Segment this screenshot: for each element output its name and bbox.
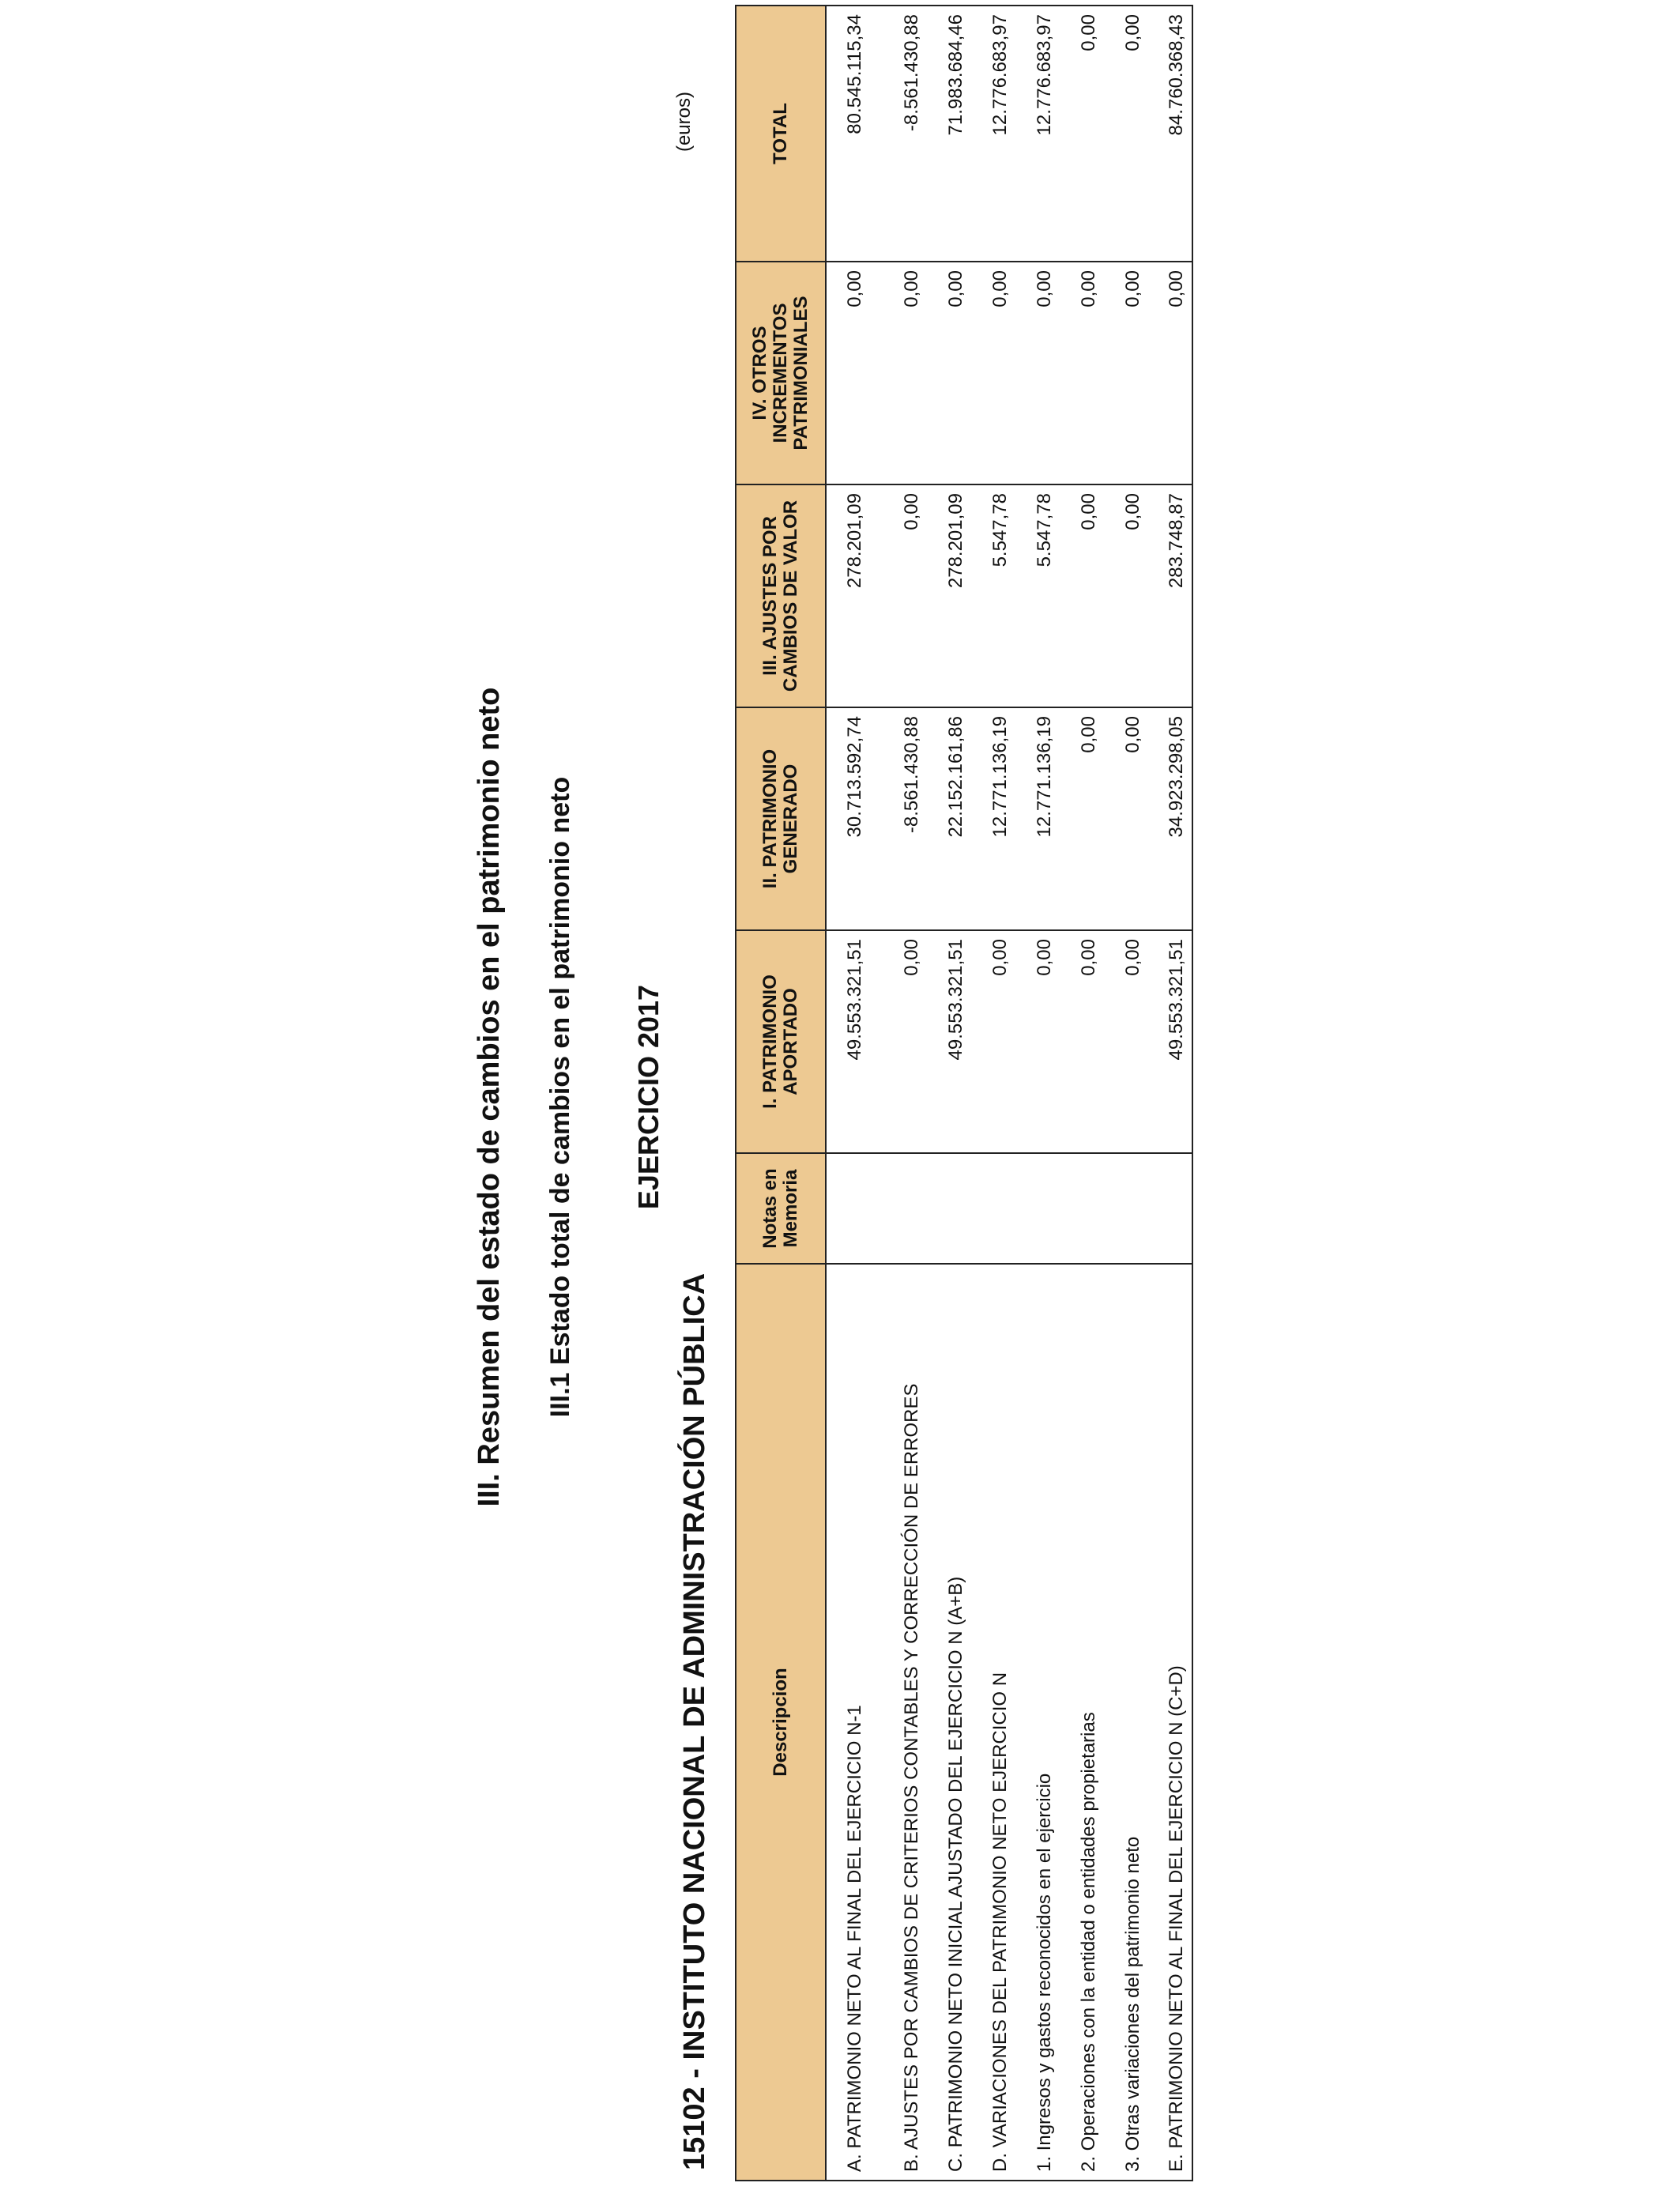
row-otros: 0,00	[1104, 262, 1148, 484]
row-aportado: 0,00	[1015, 930, 1060, 1153]
row-generado: 12.771.136,19	[1015, 707, 1060, 930]
row-aportado: 0,00	[1104, 930, 1148, 1153]
table-row	[1148, 6, 1192, 2181]
row-total: 12.776.683,97	[971, 6, 1015, 262]
row-generado: 22.152.161,86	[927, 707, 971, 930]
row-notes	[826, 1153, 870, 1264]
row-aportado: 49.553.321,51	[1148, 930, 1192, 1153]
row-generado: 12.771.136,19	[971, 707, 1015, 930]
page-title: III. Resumen del estado de cambios en el patrimonio neto	[473, 687, 506, 1507]
row-ajustes: 0,00	[1060, 484, 1104, 707]
row-total: -8.561.430,88	[870, 6, 927, 262]
header-aportado: I. PATRIMONIO APORTADO	[736, 930, 826, 1153]
row-total: 84.760.368,43	[1148, 6, 1192, 262]
row-notes	[927, 1153, 971, 1264]
fiscal-year: EJERCICIO 2017	[632, 984, 665, 1210]
row-generado: -8.561.430,88	[870, 707, 927, 930]
row-otros: 0,00	[870, 262, 927, 484]
table-row	[927, 6, 971, 2181]
row-ajustes: 5.547,78	[971, 484, 1015, 707]
row-otros: 0,00	[1060, 262, 1104, 484]
row-description: D. VARIACIONES DEL PATRIMONIO NETO EJERCICIO N	[971, 1264, 1015, 2181]
table-row	[1104, 6, 1148, 2181]
currency-unit: (euros)	[673, 92, 695, 153]
row-description: 1. Ingresos y gastos reconocidos en el ejercicio	[1015, 1264, 1060, 2181]
row-description: E. PATRIMONIO NETO AL FINAL DEL EJERCICIO N (C+D)	[1148, 1264, 1192, 2181]
row-otros: 0,00	[971, 262, 1015, 484]
row-generado: 34.923.298,05	[1148, 707, 1192, 930]
table-header-row	[736, 6, 826, 2181]
row-otros: 0,00	[1015, 262, 1060, 484]
row-aportado: 0,00	[870, 930, 927, 1153]
row-total: 80.545.115,34	[826, 6, 870, 262]
table-row	[1060, 6, 1104, 2181]
table-row	[826, 6, 870, 2181]
header-descripcion: Descripcion	[736, 1264, 826, 2181]
row-total: 12.776.683,97	[1015, 6, 1060, 262]
row-generado: 30.713.592,74	[826, 707, 870, 930]
organization-name: 15102 - INSTITUTO NACIONAL DE ADMINISTRACIÓN PÚBLICA	[678, 1272, 711, 2170]
row-notes	[971, 1153, 1015, 1264]
row-ajustes: 278.201,09	[826, 484, 870, 707]
row-otros: 0,00	[826, 262, 870, 484]
row-notes	[870, 1153, 927, 1264]
row-ajustes: 283.748,87	[1148, 484, 1192, 707]
row-ajustes: 0,00	[870, 484, 927, 707]
row-description: C. PATRIMONIO NETO INICIAL AJUSTADO DEL EJERCICIO N (A+B)	[927, 1264, 971, 2181]
row-notes	[1104, 1153, 1148, 1264]
row-description: 2. Operaciones con la entidad o entidades propietarias	[1060, 1264, 1104, 2181]
row-total: 0,00	[1104, 6, 1148, 262]
row-ajustes: 0,00	[1104, 484, 1148, 707]
header-ajustes: III. AJUSTES POR CAMBIOS DE VALOR	[736, 484, 826, 707]
header-notas: Notas en Memoria	[736, 1153, 826, 1264]
page-subtitle: III.1 Estado total de cambios en el patrimonio neto	[545, 776, 575, 1418]
row-notes	[1148, 1153, 1192, 1264]
row-description: 3. Otras variaciones del patrimonio neto	[1104, 1264, 1148, 2181]
row-ajustes: 5.547,78	[1015, 484, 1060, 707]
row-ajustes: 278.201,09	[927, 484, 971, 707]
row-notes	[1060, 1153, 1104, 1264]
row-aportado: 49.553.321,51	[826, 930, 870, 1153]
row-generado: 0,00	[1060, 707, 1104, 930]
header-total: TOTAL	[736, 6, 826, 262]
row-total: 0,00	[1060, 6, 1104, 262]
row-otros: 0,00	[1148, 262, 1192, 484]
row-total: 71.983.684,46	[927, 6, 971, 262]
equity-changes-table	[735, 5, 1193, 2181]
header-generado: II. PATRIMONIO GENERADO	[736, 707, 826, 930]
row-otros: 0,00	[927, 262, 971, 484]
row-aportado: 0,00	[1060, 930, 1104, 1153]
table-row	[971, 6, 1015, 2181]
table-row	[1015, 6, 1060, 2181]
row-description: A. PATRIMONIO NETO AL FINAL DEL EJERCICIO N-1	[826, 1264, 870, 2181]
row-description: B. AJUSTES POR CAMBIOS DE CRITERIOS CONTABLES Y CORRECCIÓN DE ERRORES	[870, 1264, 927, 2181]
row-generado: 0,00	[1104, 707, 1148, 930]
row-notes	[1015, 1153, 1060, 1264]
table-row	[870, 6, 927, 2181]
header-otros: IV. OTROS INCREMENTOS PATRIMONIALES	[736, 262, 826, 484]
row-aportado: 49.553.321,51	[927, 930, 971, 1153]
row-aportado: 0,00	[971, 930, 1015, 1153]
